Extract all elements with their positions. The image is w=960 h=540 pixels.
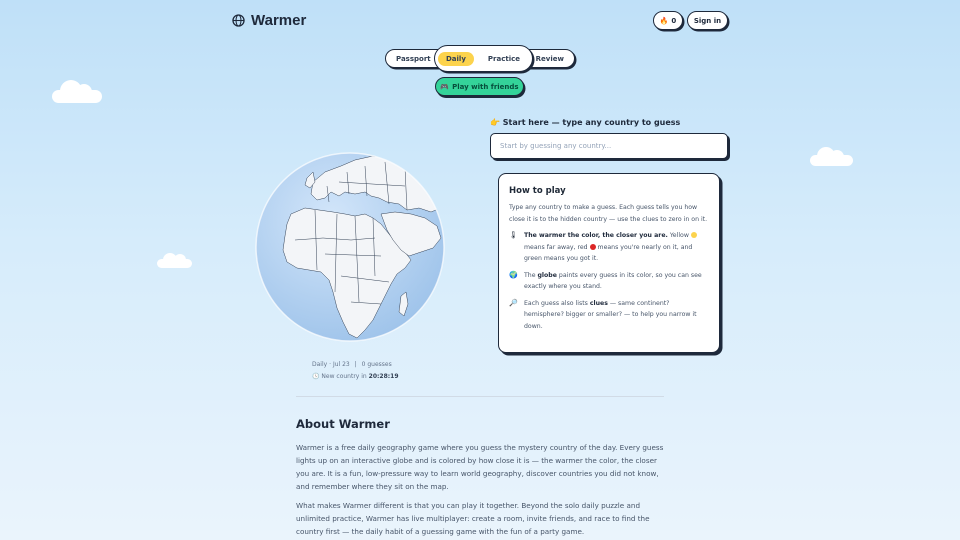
how-to-play-card — [498, 173, 720, 353]
how-to-item: 🌍 The globe paints every guess in its color, so you can see exactly where you stand. — [509, 270, 709, 293]
new-country-label: New country in — [321, 373, 367, 380]
cloud-decoration — [157, 259, 192, 268]
header-actions — [653, 11, 728, 30]
game-date: Jul 23 — [332, 361, 350, 368]
tab-daily[interactable]: Daily — [438, 52, 474, 66]
game-mode: Daily — [312, 361, 328, 368]
streak-button[interactable] — [653, 11, 683, 30]
streak-count: 0 — [671, 16, 677, 25]
guess-prompt — [490, 118, 680, 127]
tab-passport[interactable]: Passport — [396, 54, 431, 63]
how-to-item: 🔎 Each guess also lists clues — same continent? hemisphere? bigger or smaller? — to help you narrow it down. — [509, 298, 709, 333]
about-title: About Warmer — [296, 417, 390, 431]
sign-in-button[interactable]: Sign in — [687, 11, 728, 30]
how-to-play-title: How to play — [509, 186, 566, 196]
cloud-decoration — [810, 155, 853, 166]
globe-icon — [232, 14, 245, 27]
brand-logo[interactable] — [232, 12, 306, 29]
how-to-play-intro: Type any country to make a guess. Each guess tells you how close it is to the hidden country — use the clues to zero in on it. — [509, 204, 708, 223]
clock-icon: 🕓 — [312, 373, 320, 380]
country-guess-input[interactable] — [490, 133, 728, 159]
about-paragraph: Warmer is a free daily geography game where you guess the mystery country of the day. Every guess lights up on an interactive globe and is colored by how close it is — the warmer the color, the closer you are. It is a fun, low-pressure way to learn world geography, discover countries you did not know, and remember where they sit on the map. — [296, 443, 664, 491]
flame-icon: 🔥 — [659, 16, 669, 25]
play-with-friends-label: Play with friends — [452, 82, 519, 91]
globe-status: Daily · Jul 23 | 0 guesses 🕓 New country in 20:28:19 — [312, 361, 399, 380]
brand-name: Warmer — [251, 12, 307, 29]
thermometer-icon: 🌡 — [509, 231, 518, 239]
tab-practice[interactable]: Practice — [487, 54, 521, 63]
guess-prompt-text: Start here — type any country to guess — [502, 118, 681, 127]
globe-map — [255, 152, 445, 342]
guess-count: 0 guesses — [361, 361, 392, 368]
play-with-friends-button[interactable] — [435, 77, 524, 96]
pointing-hand-icon: 👉 — [490, 118, 500, 127]
countdown-timer: 20:28:19 — [368, 373, 399, 380]
tab-review[interactable]: Review — [535, 54, 564, 63]
about-section — [296, 417, 664, 540]
gamepad-icon: 🎮 — [440, 82, 450, 91]
section-divider — [296, 396, 664, 397]
earth-icon: 🌍 — [509, 270, 518, 279]
magnifier-icon: 🔎 — [509, 298, 518, 307]
interactive-globe[interactable] — [255, 152, 445, 342]
yellow-dot — [691, 232, 697, 238]
how-to-item: 🌡 The warmer the color, the closer you are. Yellow means far away, red means you're nearly on it, and green means you got it. — [509, 230, 709, 265]
active-tab-group — [434, 45, 533, 72]
about-paragraph: What makes Warmer different is that you can play it together. Beyond the solo daily puzzle and unlimited practice, Warmer has live multiplayer: create a room, invite friends, and race to find the country first — the daily habit of a guessing game with the fun of a party game. — [296, 501, 650, 536]
cloud-decoration — [52, 90, 102, 103]
